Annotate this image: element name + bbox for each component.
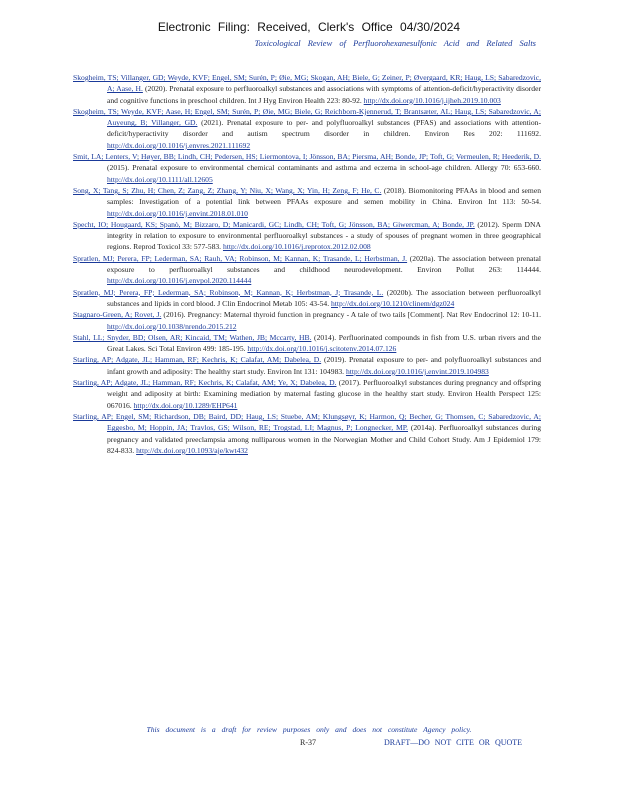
doi-link[interactable]: http://dx.doi.org/10.1016/j.scitotenv.2014.07.126 <box>247 344 397 354</box>
reference-authors[interactable]: Stagnaro-Green, A; Rovet, J. <box>73 310 162 320</box>
reference-authors[interactable]: Stahl, LL; Snyder, BD; Olsen, AR; Kincaid, TM; Wathen, JB; Mccarty, HB. <box>73 332 312 342</box>
reference-entry <box>73 219 541 253</box>
reference-entry <box>73 309 541 332</box>
doi-link[interactable]: http://dx.doi.org/10.1038/nrendo.2015.212 <box>107 321 237 331</box>
reference-entry <box>73 106 541 151</box>
reference-citation: (2018). Biomonitoring PFAAs in blood and semen samples: Investigation of a potential link between PFAAs exposure and semen mobility in China. Environ Int 113: 50-54. <box>107 185 541 207</box>
filing-stamp: Electronic Filing: Received, Clerk's Office 04/30/2024 <box>157 20 461 34</box>
running-title: Toxicological Review of Perfluorohexanesulfonic Acid and Related Salts <box>254 38 536 48</box>
reference-citation: (2019). Prenatal exposure to per- and polyfluoroalkyl substances and infant growth and adiposity: The healthy start study. Environ Int 131: 104983. <box>107 355 542 376</box>
doi-link[interactable]: http://dx.doi.org/10.1210/clinem/dgz024 <box>331 298 455 308</box>
reference-citation: (2015). Prenatal exposure to environmental chemical contaminants and asthma and eczema in school-age children. Allergy 70: 653-660. <box>107 163 541 173</box>
reference-entry <box>73 72 541 106</box>
draft-label: DRAFT—DO NOT CITE OR QUOTE <box>384 738 523 747</box>
doi-link[interactable]: http://dx.doi.org/10.1016/j.reprotox.2012.02.008 <box>222 242 371 252</box>
reference-citation: (2016). Pregnancy: Maternal thyroid function in pregnancy - A tale of two tails [Comment]. Nat Rev Endocrinol 12: 10-11. <box>161 310 541 320</box>
reference-citation: (2017). Perfluoroalkyl substances during pregnancy and offspring weight and adiposity at birth: Examining mediation by maternal fasting glucose in the healthy start study. Environ Health Perspect 125: 067016. <box>107 378 541 410</box>
doi-link[interactable]: http://dx.doi.org/10.1016/j.envres.2021.111692 <box>107 140 251 150</box>
draft-disclaimer: This document is a draft for review purposes only and does not constitute Agency policy. <box>146 725 472 734</box>
doi-link[interactable]: http://dx.doi.org/10.1016/j.envpol.2020.114444 <box>107 276 252 286</box>
reference-entry <box>73 411 541 456</box>
reference-authors[interactable]: Starling, AP; Adgate, JL; Hamman, RF; Kechris, K; Calafat, AM; Dabelea, D. <box>73 355 322 365</box>
reference-authors[interactable]: Starling, AP; Adgate, JL; Hamman, RF; Kechris, K; Calafat, AM; Ye, X; Dabelea, D. <box>73 378 337 388</box>
reference-entry <box>73 253 541 287</box>
reference-citation: (2014). Perfluorinated compounds in fish from U.S. urban rivers and the Great Lakes. Sci Total Environ 499: 185-195. <box>107 332 541 354</box>
reference-entry <box>73 151 541 185</box>
reference-authors[interactable]: Spratlen, MJ; Perera, FP; Lederman, SA; Rauh, VA; Robinson, M; Kannan, K; Trasande, L; Herbstman, J. <box>73 253 408 263</box>
doi-link[interactable]: http://dx.doi.org/10.1093/aje/kwt432 <box>136 445 248 455</box>
reference-entry <box>73 354 541 377</box>
doi-link[interactable]: http://dx.doi.org/10.1289/EHP641 <box>133 400 238 410</box>
reference-citation: (2020a). The association between prenatal exposure to perfluoroalkyl substances and childhood neurodevelopment. Environ Pollut 263: 114444. <box>107 253 542 275</box>
reference-citation: (2021). Prenatal exposure to per- and polyfluoroalkyl substances (PFAS) and associations with attention-deficit/hyperactivity disorder and autism spectrum disorder in children. Environ Res 202: 111692. <box>107 118 542 139</box>
reference-authors[interactable]: Song, X; Tang, S; Zhu, H; Chen, Z; Zang, Z; Zhang, Y; Niu, X; Wang, X; Yin, H; Zeng, F; He, C. <box>73 185 382 195</box>
reference-entry <box>73 332 541 355</box>
doi-link[interactable]: http://dx.doi.org/10.1016/j.envint.2018.01.010 <box>107 208 248 218</box>
reference-entry <box>73 287 541 310</box>
reference-citation: (2012). Sperm DNA integrity in relation to exposure to environmental perfluoroalkyl substances - a study of spouses of pregnant women in three geographical regions. Reprod Toxicol 33: 577-583. <box>107 219 542 252</box>
reference-authors[interactable]: Smit, LA; Lenters, V; Høyer, BB; Lindh, CH; Pedersen, HS; Liermontova, I; Jönsson, BA; Piersma, AH; Bonde, JP; Toft, G; Vermeulen, R; Heederik, D. <box>73 152 541 162</box>
reference-entry <box>73 185 541 219</box>
doi-link[interactable]: http://dx.doi.org/10.1016/j.ijheh.2019.10.003 <box>363 95 501 105</box>
reference-authors[interactable]: Spratlen, MJ; Perera, FP; Lederman, SA; Robinson, M; Kannan, K; Herbstman, J; Trasande, L. <box>73 287 384 297</box>
reference-authors[interactable]: Skogheim, TS; Weyde, KVF; Aase, H; Engel, SM; Surén, P; Øie, MG; Biele, G; Reichborn-Kjennerud, T; Brantsæter, AL; Haug, LS; Sabaredzovic, A; Auyeung, B; Villanger, GD. <box>73 106 541 128</box>
reference-citation: (2020b). The association between perfluoroalkyl substances and lipids in cord blood. J Clin Endocrinol Metab 105: 43-54. <box>107 287 541 308</box>
reference-authors[interactable]: Starling, AP; Engel, SM; Richardson, DB; Baird, DD; Haug, LS; Stuebe, AM; Klungsøyr, K; Harmon, Q; Becher, G; Thomsen, C; Sabaredzovic, A; Eggesbo, M; Hoppin, JA; Travlos, GS; Wilson, RE; Trogstad, LI; Magnus, P; Longnecker, MP. <box>73 411 541 433</box>
reference-citation: (2020). Prenatal exposure to perfluoroalkyl substances and associations with symptoms of attention-deficit/hyperactivity disorder and cognitive functions in preschool children. Int J Hyg Environ Health 223: 80-92. <box>107 84 542 105</box>
reference-citation: (2014a). Perfluoroalkyl substances during pregnancy and validated preeclampsia among nulliparous women in the Norwegian Mother and Child Cohort Study. Am J Epidemiol 179: 824-833. <box>107 423 541 455</box>
reference-authors[interactable]: Skogheim, TS; Villanger, GD; Weyde, KVF; Engel, SM; Surén, P; Øie, MG; Skogan, AH; Biele, G; Zeiner, P; Øvergaard, KR; Haug, LS; Sabaredzovic, A; Aase, H. <box>73 73 541 94</box>
reference-authors[interactable]: Specht, IO; Hougaard, KS; Spanò, M; Bizzaro, D; Manicardi, GC; Lindh, CH; Toft, G; Jönsson, BA; Giwercman, A; Bonde, JP. <box>73 219 475 229</box>
doi-link[interactable]: http://dx.doi.org/10.1016/j.envint.2019.104983 <box>345 366 489 376</box>
reference-list <box>73 72 541 456</box>
doi-link[interactable]: http://dx.doi.org/10.1111/all.12605 <box>107 174 213 184</box>
reference-entry <box>73 377 541 411</box>
page-number: R-37 <box>300 738 316 747</box>
